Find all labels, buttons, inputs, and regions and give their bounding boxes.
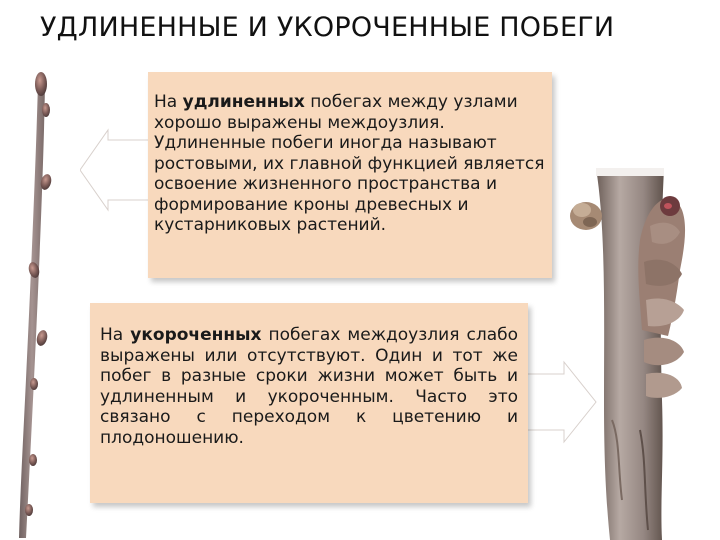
short-shoot-description: [100, 325, 518, 448]
long-shoot-description-box: [148, 72, 552, 278]
short-shoot-description-box: [90, 303, 528, 503]
short-text-emphasis: укороченных: [130, 325, 262, 345]
long-text-rest: побегах между узлами хорошо выражены междоузлия. Удлиненные побеги иногда называют ростовыми, их главной функцией является освоение жизненного пространства и формирование кроны древесных и кустарниковых растений.: [154, 92, 545, 235]
long-text-prefix: На: [154, 92, 183, 112]
side-bud: [570, 202, 602, 230]
long-shoot-description: [154, 92, 550, 236]
long-text-emphasis: удлиненных: [182, 92, 305, 112]
short-text-prefix: На: [100, 325, 131, 345]
right-pointing-arrow: [520, 352, 620, 452]
page-title: УДЛИНЕННЫЕ И УКОРОЧЕННЫЕ ПОБЕГИ: [40, 12, 615, 43]
short-text-rest: побегах междоузлия слабо выражены или отсутствуют. Один и тот же побег в разные сроки жизни может быть и удлиненным и укороченным. Часто это связано с переходом к цветению и плодоношению.: [100, 325, 518, 448]
